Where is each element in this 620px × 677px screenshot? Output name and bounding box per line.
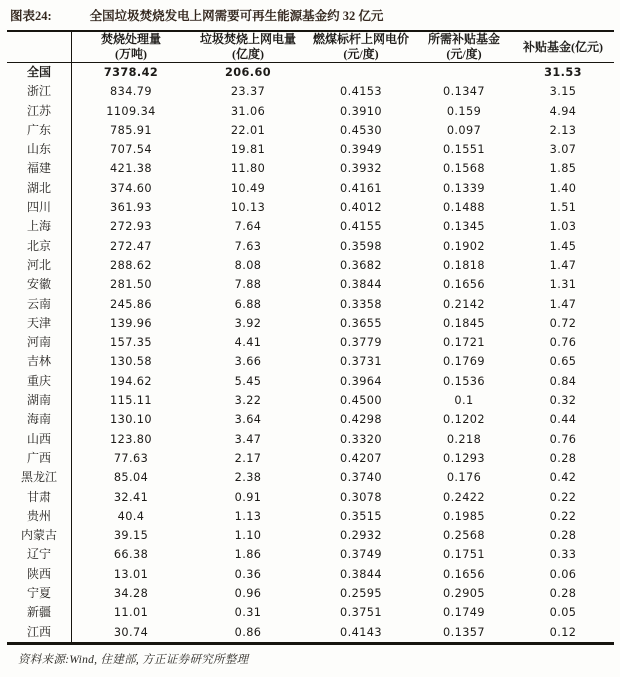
- value-cell: 7.88: [234, 278, 262, 292]
- value-cell: 1.03: [549, 220, 577, 234]
- value-cell: 6.88: [234, 297, 262, 311]
- value-cell: 3.64: [234, 413, 262, 427]
- region-label: 广东: [7, 121, 72, 140]
- data-table: [7, 30, 614, 645]
- value-cell: 0.4207: [340, 451, 382, 465]
- value-cell: 0.96: [234, 587, 262, 601]
- table-row: [7, 488, 614, 507]
- value-cell: 1.85: [549, 162, 577, 176]
- table-row: [7, 237, 614, 256]
- value-cell: 0.1902: [443, 239, 485, 253]
- region-label: 浙江: [7, 82, 72, 101]
- value-cell: 11.01: [113, 606, 149, 620]
- value-cell: 0.2142: [443, 297, 485, 311]
- value-cell: 421.38: [110, 162, 152, 176]
- value-cell: 31.53: [544, 66, 582, 79]
- figure-label: 图表24:: [10, 9, 52, 23]
- value-cell: 0.1202: [443, 413, 485, 427]
- value-cell: 0.1345: [443, 220, 485, 234]
- header-row: [7, 31, 614, 63]
- value-cell: 13.01: [113, 567, 149, 581]
- value-cell: 0.44: [549, 413, 577, 427]
- value-cell: 5.45: [234, 374, 262, 388]
- figure-title: 全国垃圾焚烧发电上网需要可再生能源基金约 32 亿元: [89, 9, 384, 23]
- table-row: [7, 82, 614, 101]
- value-cell: 0.1551: [443, 143, 485, 157]
- value-cell: 1.51: [549, 201, 577, 215]
- table-row: [7, 159, 614, 178]
- table-row: [7, 468, 614, 487]
- value-cell: 34.28: [113, 587, 149, 601]
- table-row: [7, 507, 614, 526]
- region-label: 河北: [7, 256, 72, 275]
- table-row: [7, 584, 614, 603]
- value-cell: 272.93: [110, 220, 152, 234]
- table-row: [7, 102, 614, 121]
- value-cell: 0.42: [549, 471, 577, 485]
- value-cell: 0.2422: [443, 490, 485, 504]
- table-row: [7, 623, 614, 644]
- table-row: [7, 526, 614, 545]
- value-cell: 0.3779: [340, 336, 382, 350]
- value-cell: 0.4153: [340, 85, 382, 99]
- region-label: 新疆: [7, 603, 72, 622]
- value-cell: 2.38: [234, 471, 262, 485]
- value-cell: 0.3655: [340, 316, 382, 330]
- value-cell: 32.41: [113, 490, 149, 504]
- value-cell: 4.41: [234, 336, 262, 350]
- value-cell: 0.28: [549, 587, 577, 601]
- table-row: [7, 63, 614, 83]
- value-cell: 0.097: [446, 123, 482, 137]
- value-cell: 0.2595: [340, 587, 382, 601]
- value-cell: 0.33: [549, 548, 577, 562]
- value-cell: 0.3749: [340, 548, 382, 562]
- value-cell: 0.28: [549, 451, 577, 465]
- value-cell: 0.1769: [443, 355, 485, 369]
- table-row: [7, 391, 614, 410]
- column-header: 焚烧处理量 (万吨): [72, 31, 191, 63]
- column-header: 所需补贴基金 (元/度): [416, 31, 512, 63]
- value-cell: 0.3932: [340, 162, 382, 176]
- region-label: 黑龙江: [7, 468, 72, 487]
- value-cell: 7.64: [234, 220, 262, 234]
- region-label: 甘肃: [7, 488, 72, 507]
- value-cell: 0.3320: [340, 432, 382, 446]
- value-cell: 115.11: [110, 394, 152, 408]
- value-cell: 0.2568: [443, 529, 485, 543]
- value-cell: 0.06: [549, 567, 577, 581]
- table-row: [7, 121, 614, 140]
- value-cell: 0.32: [549, 394, 577, 408]
- table-row: [7, 140, 614, 159]
- region-label: 湖北: [7, 179, 72, 198]
- value-cell: 0.3358: [340, 297, 382, 311]
- table-row: [7, 410, 614, 429]
- table-row: [7, 275, 614, 294]
- table-row: [7, 372, 614, 391]
- value-cell: [306, 63, 416, 83]
- value-cell: 0.65: [549, 355, 577, 369]
- value-cell: 374.60: [110, 181, 152, 195]
- region-label: 河南: [7, 333, 72, 352]
- value-cell: 10.49: [230, 181, 266, 195]
- column-header: 垃圾焚烧上网电量 (亿度): [190, 31, 306, 63]
- value-cell: 272.47: [110, 239, 152, 253]
- value-cell: 1.31: [549, 278, 577, 292]
- value-cell: 0.4161: [340, 181, 382, 195]
- region-label: 上海: [7, 217, 72, 236]
- table-row: [7, 179, 614, 198]
- value-cell: 139.96: [110, 316, 152, 330]
- value-cell: 0.4530: [340, 123, 382, 137]
- value-cell: 0.3740: [340, 471, 382, 485]
- value-cell: 0.4500: [340, 394, 382, 408]
- value-cell: 0.1568: [443, 162, 485, 176]
- value-cell: 0.1845: [443, 316, 485, 330]
- region-label: 山东: [7, 140, 72, 159]
- value-cell: 0.4155: [340, 220, 382, 234]
- region-label: 吉林: [7, 352, 72, 371]
- value-cell: 0.1656: [443, 278, 485, 292]
- region-label: 山西: [7, 430, 72, 449]
- value-cell: 0.76: [549, 432, 577, 446]
- value-cell: 0.3515: [340, 509, 382, 523]
- table-row: [7, 314, 614, 333]
- region-label: 江西: [7, 623, 72, 644]
- table-row: [7, 198, 614, 217]
- value-cell: 1109.34: [106, 104, 156, 118]
- value-cell: 0.72: [549, 316, 577, 330]
- value-cell: 0.1357: [443, 625, 485, 639]
- table-row: [7, 545, 614, 564]
- value-cell: 11.80: [230, 162, 266, 176]
- value-cell: 123.80: [110, 432, 152, 446]
- region-label: 宁夏: [7, 584, 72, 603]
- value-cell: 0.84: [549, 374, 577, 388]
- value-cell: 3.22: [234, 394, 262, 408]
- value-cell: 66.38: [113, 548, 149, 562]
- value-cell: 1.86: [234, 548, 262, 562]
- value-cell: 0.36: [234, 567, 262, 581]
- value-cell: 2.13: [549, 123, 577, 137]
- value-cell: 0.05: [549, 606, 577, 620]
- value-cell: 0.1339: [443, 181, 485, 195]
- region-label: 海南: [7, 410, 72, 429]
- region-label: 全国: [7, 63, 72, 83]
- value-cell: 0.12: [549, 625, 577, 639]
- value-cell: 3.47: [234, 432, 262, 446]
- value-cell: 7.63: [234, 239, 262, 253]
- source-note: 资料来源:Wind, 住建部, 方正证券研究所整理: [18, 653, 249, 666]
- region-label: 福建: [7, 159, 72, 178]
- figure-title-row: [0, 0, 620, 25]
- value-cell: 0.3731: [340, 355, 382, 369]
- value-cell: 22.01: [230, 123, 266, 137]
- table-row: [7, 449, 614, 468]
- value-cell: 0.218: [446, 432, 482, 446]
- region-label: 江苏: [7, 102, 72, 121]
- table-row: [7, 333, 614, 352]
- table-row: [7, 430, 614, 449]
- value-cell: 1.13: [234, 509, 262, 523]
- value-cell: 0.28: [549, 529, 577, 543]
- value-cell: 0.3949: [340, 143, 382, 157]
- value-cell: 157.35: [110, 336, 152, 350]
- value-cell: 8.08: [234, 258, 262, 272]
- value-cell: 0.3682: [340, 258, 382, 272]
- value-cell: 0.1488: [443, 201, 485, 215]
- value-cell: 30.74: [113, 625, 149, 639]
- value-cell: 0.3078: [340, 490, 382, 504]
- region-label: 广西: [7, 449, 72, 468]
- column-header: 燃煤标杆上网电价 (元/度): [306, 31, 416, 63]
- value-cell: 0.1293: [443, 451, 485, 465]
- region-label: 湖南: [7, 391, 72, 410]
- value-cell: 707.54: [110, 143, 152, 157]
- value-cell: 0.1347: [443, 85, 485, 99]
- table-header: [7, 31, 614, 63]
- value-cell: 0.3910: [340, 104, 382, 118]
- region-label: 陕西: [7, 565, 72, 584]
- region-label: 四川: [7, 198, 72, 217]
- value-cell: 1.45: [549, 239, 577, 253]
- table-row: [7, 295, 614, 314]
- value-cell: 1.47: [549, 297, 577, 311]
- value-cell: 0.1536: [443, 374, 485, 388]
- value-cell: 245.86: [110, 297, 152, 311]
- value-cell: 1.10: [234, 529, 262, 543]
- value-cell: 19.81: [230, 143, 266, 157]
- value-cell: 77.63: [113, 451, 149, 465]
- value-cell: 0.4298: [340, 413, 382, 427]
- value-cell: 130.58: [110, 355, 152, 369]
- value-cell: [416, 63, 512, 83]
- region-label: 安徽: [7, 275, 72, 294]
- table-row: [7, 256, 614, 275]
- value-cell: 0.1749: [443, 606, 485, 620]
- value-cell: 0.2932: [340, 529, 382, 543]
- value-cell: 10.13: [230, 201, 266, 215]
- table-row: [7, 603, 614, 622]
- region-label: 辽宁: [7, 545, 72, 564]
- value-cell: 0.159: [446, 104, 482, 118]
- value-cell: 1.40: [549, 181, 577, 195]
- value-cell: 85.04: [113, 471, 149, 485]
- region-label: 重庆: [7, 372, 72, 391]
- value-cell: 288.62: [110, 258, 152, 272]
- value-cell: 31.06: [230, 104, 266, 118]
- value-cell: 0.1818: [443, 258, 485, 272]
- value-cell: 4.94: [549, 104, 577, 118]
- value-cell: 0.76: [549, 336, 577, 350]
- value-cell: 3.66: [234, 355, 262, 369]
- region-label: 北京: [7, 237, 72, 256]
- value-cell: 23.37: [230, 85, 266, 99]
- table-row: [7, 217, 614, 236]
- value-cell: 7378.42: [103, 66, 159, 79]
- region-label: 天津: [7, 314, 72, 333]
- region-label: 云南: [7, 295, 72, 314]
- value-cell: 785.91: [110, 123, 152, 137]
- value-cell: 0.4012: [340, 201, 382, 215]
- value-cell: 0.91: [234, 490, 262, 504]
- value-cell: 0.3598: [340, 239, 382, 253]
- value-cell: 3.07: [549, 143, 577, 157]
- value-cell: 281.50: [110, 278, 152, 292]
- value-cell: 834.79: [110, 85, 152, 99]
- value-cell: 0.1656: [443, 567, 485, 581]
- table-row: [7, 352, 614, 371]
- value-cell: 130.10: [110, 413, 152, 427]
- table-body: [7, 63, 614, 644]
- value-cell: 0.1: [454, 394, 474, 408]
- value-cell: 0.1751: [443, 548, 485, 562]
- value-cell: 206.60: [225, 66, 271, 79]
- value-cell: 0.2905: [443, 587, 485, 601]
- value-cell: 0.1721: [443, 336, 485, 350]
- region-label: 内蒙古: [7, 526, 72, 545]
- value-cell: 194.62: [110, 374, 152, 388]
- value-cell: 0.3751: [340, 606, 382, 620]
- value-cell: 3.92: [234, 316, 262, 330]
- value-cell: 0.22: [549, 509, 577, 523]
- value-cell: 40.4: [117, 509, 145, 523]
- column-header: 补贴基金(亿元): [512, 31, 614, 63]
- value-cell: 3.15: [549, 85, 577, 99]
- value-cell: 39.15: [113, 529, 149, 543]
- value-cell: 0.4143: [340, 625, 382, 639]
- value-cell: 1.47: [549, 258, 577, 272]
- value-cell: 361.93: [110, 201, 152, 215]
- region-label: 贵州: [7, 507, 72, 526]
- value-cell: 2.17: [234, 451, 262, 465]
- value-cell: 0.3844: [340, 278, 382, 292]
- corner-cell: [7, 31, 72, 63]
- value-cell: 0.86: [234, 625, 262, 639]
- value-cell: 0.1985: [443, 509, 485, 523]
- value-cell: 0.31: [234, 606, 262, 620]
- table-row: [7, 565, 614, 584]
- value-cell: 0.3964: [340, 374, 382, 388]
- value-cell: 0.22: [549, 490, 577, 504]
- value-cell: 0.3844: [340, 567, 382, 581]
- value-cell: 0.176: [446, 471, 482, 485]
